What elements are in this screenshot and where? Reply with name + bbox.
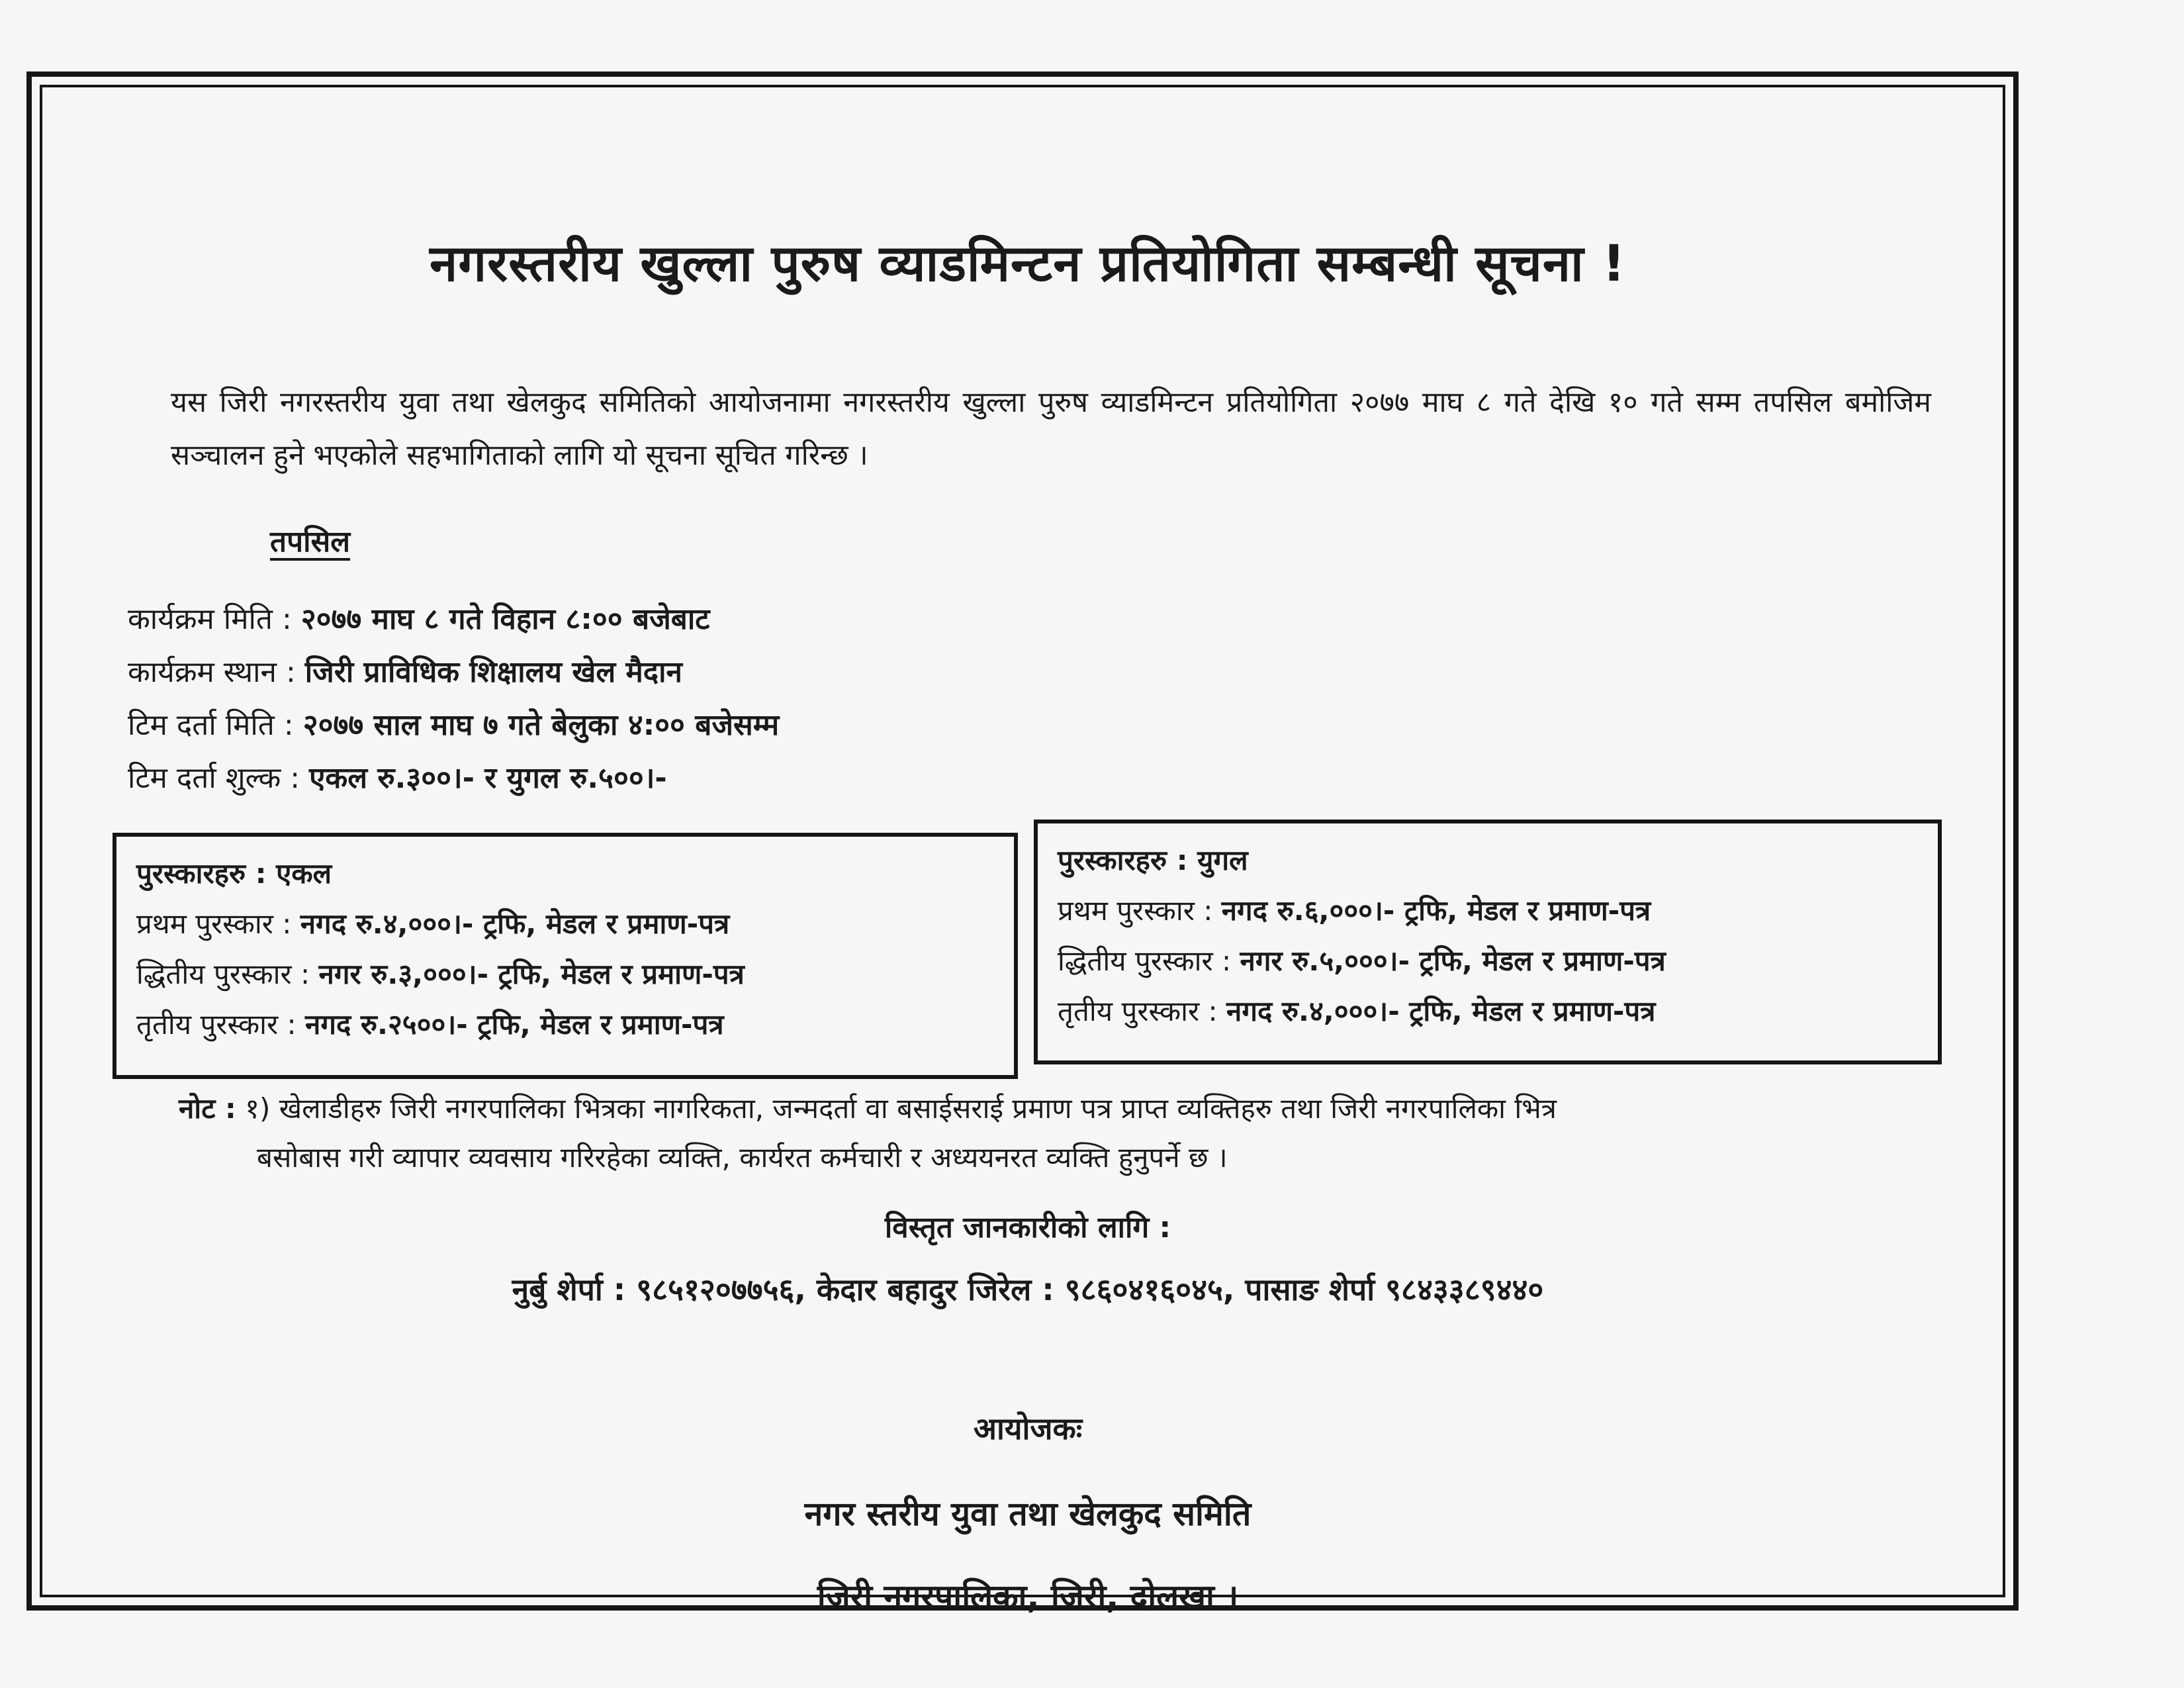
prizes-double-title: पुरस्कारहरु : युगल	[1058, 844, 1248, 876]
prize-value: नगद रु.४,०००।- ट्रफि, मेडल र प्रमाण-पत्र	[300, 908, 730, 940]
note-label: नोट :	[179, 1092, 236, 1125]
detail-value: २०७७ माघ ८ गते विहान ८:०० बजेबाट	[300, 602, 710, 636]
detail-value: २०७७ साल माघ ७ गते बेलुका ४:०० बजेसम्म	[302, 708, 780, 742]
prize-label: तृतीय पुरस्कार :	[136, 1008, 296, 1041]
detail-row-venue	[128, 646, 779, 699]
schedule-details	[128, 593, 779, 805]
organizer-heading: आयोजकः	[973, 1411, 1083, 1446]
prize-row	[1058, 886, 1918, 936]
prizes-double-box	[1034, 820, 1942, 1064]
note-line-2: बसोबास गरी व्यापार व्यवसाय गरिरहेका व्यक्ति, कार्यरत कर्मचारी र अध्ययनरत व्यक्ति हुनुपर्ने छ ।	[257, 1141, 1228, 1174]
notice-note	[179, 1084, 1939, 1182]
detail-label: टिम दर्ता मिति :	[128, 708, 294, 742]
prize-row	[136, 899, 994, 949]
organizer-name: नगर स्तरीय युवा तथा खेलकुद समिति	[804, 1495, 1251, 1533]
prize-label: द्धितीय पुरस्कार :	[1058, 945, 1232, 977]
prize-value: नगर रु.३,०००।- ट्रफि, मेडल र प्रमाण-पत्र	[318, 958, 745, 990]
notice-frame	[26, 71, 2019, 1616]
detail-value: एकल रु.३००।- र युगल रु.५००।-	[309, 761, 667, 795]
prize-row	[136, 949, 994, 1000]
prize-value: नगद रु.६,०००।- ट्रफि, मेडल र प्रमाण-पत्र	[1221, 894, 1651, 927]
contact-heading: विस्तृत जानकारीको लागि :	[884, 1211, 1171, 1244]
prize-row	[136, 1000, 994, 1050]
detail-row-registration-date	[128, 699, 779, 752]
prize-label: प्रथम पुरस्कार :	[136, 908, 292, 940]
schedule-heading: तपसिल	[270, 525, 351, 559]
prize-row	[1058, 986, 1918, 1037]
prize-label: तृतीय पुरस्कार :	[1058, 995, 1218, 1027]
detail-row-date	[128, 593, 779, 646]
prize-label: प्रथम पुरस्कार :	[1058, 894, 1213, 927]
prize-value: नगद रु.२५००।- ट्रफि, मेडल र प्रमाण-पत्र	[305, 1008, 724, 1041]
prizes-single-box	[113, 833, 1018, 1079]
prize-row	[1058, 936, 1918, 986]
prize-label: द्धितीय पुरस्कार :	[136, 958, 310, 990]
prize-value: नगर रु.५,०००।- ट्रफि, मेडल र प्रमाण-पत्र	[1240, 945, 1666, 977]
detail-label: कार्यक्रम मिति :	[128, 602, 292, 636]
note-text-1: १) खेलाडीहरु जिरी नगरपालिका भित्रका नागरिकता, जन्मदर्ता वा बसाईसराई प्रमाण पत्र प्राप्त व्यक्तिहरु तथा जिरी नगरपालिका भित्र	[245, 1092, 1557, 1125]
prizes-single-title: पुरस्कारहरु : एकल	[136, 857, 332, 890]
organizer-address: जिरी नगरपालिका, जिरी, दोलखा ।	[817, 1577, 1239, 1616]
detail-value: जिरी प्राविधिक शिक्षालय खेल मैदान	[304, 655, 682, 689]
prize-value: नगद रु.४,०००।- ट्रफि, मेडल र प्रमाण-पत्र	[1226, 995, 1656, 1027]
detail-row-registration-fee	[128, 752, 779, 805]
note-line-1	[179, 1084, 1939, 1133]
detail-label: टिम दर्ता शुल्क :	[128, 761, 300, 795]
notice-title: नगरस्तरीय खुल्ला पुरुष व्याडमिन्टन प्रतियोगिता सम्बन्धी सूचना !	[430, 234, 1626, 293]
detail-label: कार्यक्रम स्थान :	[128, 655, 296, 689]
notice-intro: यस जिरी नगरस्तरीय युवा तथा खेलकुद समितिको आयोजनामा नगरस्तरीय खुल्ला पुरुष व्याडमिन्टन प्रतियोगिता २०७७ माघ ८ गते देखि १० गते सम्म तपसिल बमोजिम सञ्चालन हुने भएकोले सहभागिताको लागि यो सूचना सूचित गरिन्छ ।	[171, 386, 1931, 472]
contact-numbers: नुर्बु शेर्पा : ९८५१२०७७५६, केदार बहादुर जिरेल : ९८६०४१६०४५, पासाङ शेर्पा ९८४३३८९४४०	[512, 1272, 1544, 1307]
